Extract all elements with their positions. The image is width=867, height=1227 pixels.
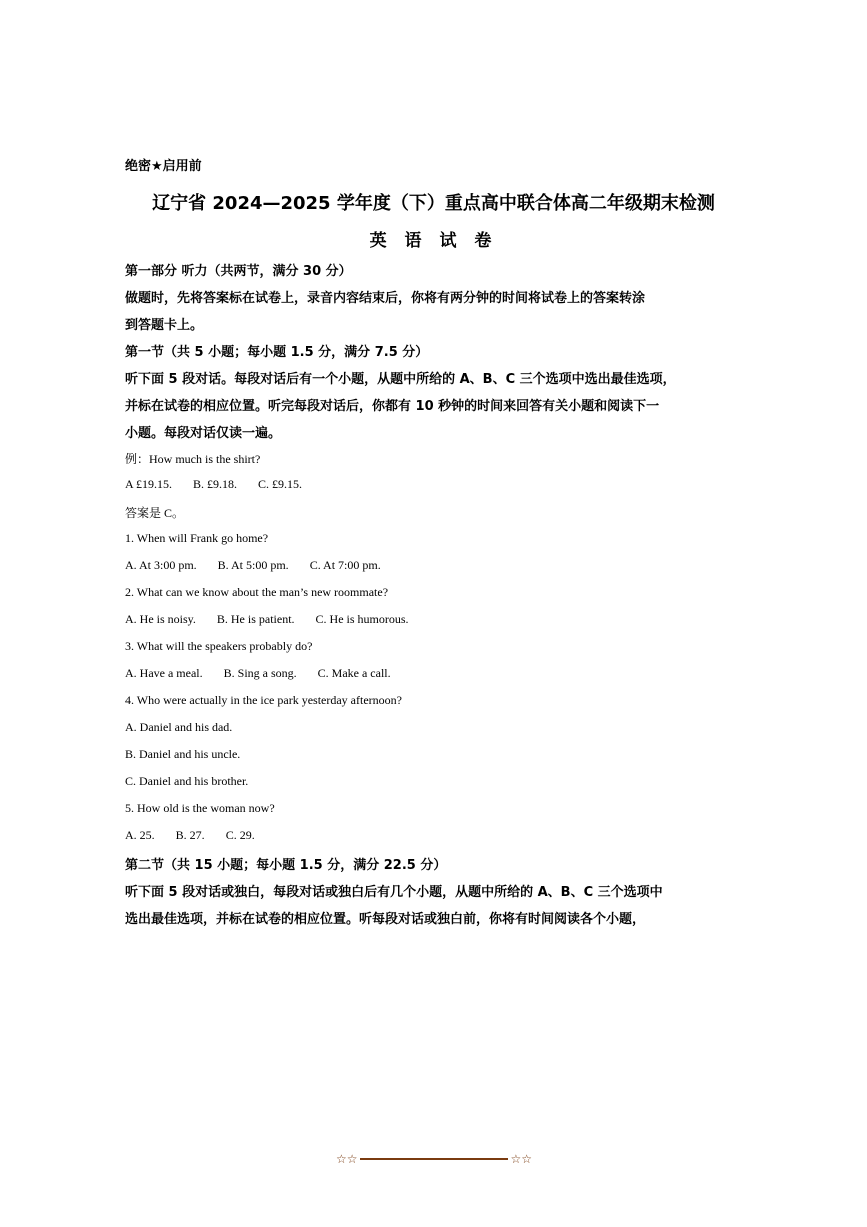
example-question: 例：How much is the shirt? xyxy=(125,452,261,466)
question-2-options xyxy=(125,612,409,627)
footer-right-star-icon: ☆☆ xyxy=(510,1152,532,1166)
question-1-option-b: B. At 5:00 pm. xyxy=(217,558,289,572)
part1-instruction-line2: 到答题卡上。 xyxy=(125,318,204,333)
section2-instruction-line1: 听下面 5 段对话或独白，每段对话或独白后有几个小题，从题中所给的 A、B、C 三个选项中 xyxy=(125,885,663,900)
question-5-option-b: B. 27. xyxy=(175,828,205,842)
question-2-option-c: C. He is humorous. xyxy=(315,612,409,626)
question-2: 2. What can we know about the man’s new roommate? xyxy=(125,585,389,599)
exam-subtitle: 英 语 试 卷 xyxy=(369,231,498,251)
question-1: 1. When will Frank go home? xyxy=(125,531,269,545)
question-4-option-a: A. Daniel and his dad. xyxy=(125,720,233,734)
footer-left-star-icon: ☆☆ xyxy=(336,1152,358,1166)
section1-instruction-line2: 并标在试卷的相应位置。听完每段对话后，你都有 10 秒钟的时间来回答有关小题和阅读下一 xyxy=(125,399,660,414)
page-footer-ornament xyxy=(336,1151,532,1167)
question-2-option-b: B. He is patient. xyxy=(216,612,295,626)
question-5-option-c: C. 29. xyxy=(225,828,255,842)
question-1-option-a: A. At 3:00 pm. xyxy=(125,558,197,572)
question-5-option-a: A. 25. xyxy=(125,828,155,842)
example-options xyxy=(125,477,302,492)
example-option-a: A £19.15. xyxy=(125,477,173,491)
part1-instruction-line1: 做题时，先将答案标在试卷上，录音内容结束后，你将有两分钟的时间将试卷上的答案转涂 xyxy=(125,291,646,306)
footer-divider xyxy=(360,1158,509,1160)
section1-instruction-line1: 听下面 5 段对话。每段对话后有一个小题，从题中所给的 A、B、C 三个选项中选出最佳选项， xyxy=(125,372,676,387)
question-5: 5. How old is the woman now? xyxy=(125,801,275,815)
question-4-option-b: B. Daniel and his uncle. xyxy=(125,747,241,761)
example-option-b: B. £9.18. xyxy=(193,477,238,491)
section1-instruction-line3: 小题。每段对话仅读一遍。 xyxy=(125,426,282,441)
example-answer: 答案是 C。 xyxy=(125,506,185,520)
section2-instruction-line2: 选出最佳选项，并标在试卷的相应位置。听每段对话或独白前，你将有时间阅读各个小题， xyxy=(125,912,646,927)
example-option-c: C. £9.15. xyxy=(258,477,303,491)
confidential-mark: 绝密★启用前 xyxy=(125,159,202,174)
question-4: 4. Who were actually in the ice park yesterday afternoon? xyxy=(125,693,402,707)
question-3-option-c: C. Make a call. xyxy=(317,666,391,680)
question-3-option-a: A. Have a meal. xyxy=(125,666,203,680)
section1-heading: 第一节（共 5 小题；每小题 1.5 分，满分 7.5 分） xyxy=(125,345,429,360)
part1-heading: 第一部分 听力（共两节，满分 30 分） xyxy=(125,264,352,279)
question-1-options xyxy=(125,558,381,573)
exam-title: 辽宁省 2024—2025 学年度（下）重点高中联合体高二年级期末检测 xyxy=(152,193,715,214)
question-1-option-c: C. At 7:00 pm. xyxy=(309,558,381,572)
section2-heading: 第二节（共 15 小题；每小题 1.5 分，满分 22.5 分） xyxy=(125,858,447,873)
question-4-option-c: C. Daniel and his brother. xyxy=(125,774,249,788)
question-3-option-b: B. Sing a song. xyxy=(223,666,297,680)
question-5-options xyxy=(125,828,255,843)
question-2-option-a: A. He is noisy. xyxy=(125,612,196,626)
question-3: 3. What will the speakers probably do? xyxy=(125,639,313,653)
question-3-options xyxy=(125,666,391,681)
